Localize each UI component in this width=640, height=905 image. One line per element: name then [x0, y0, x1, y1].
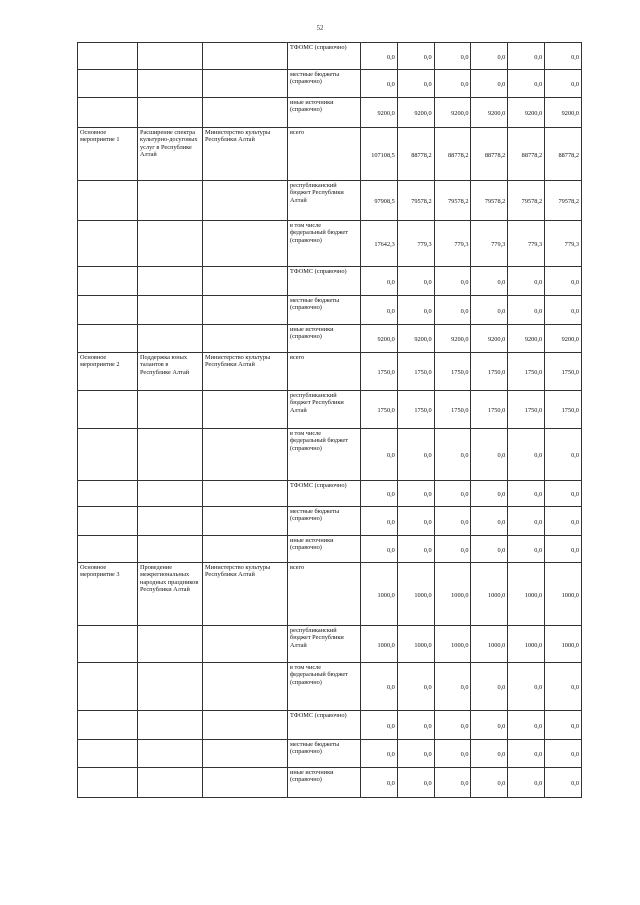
amount-cell: 1750,0	[508, 391, 545, 429]
amount-cell: 0,0	[508, 43, 545, 70]
table-row	[78, 391, 582, 429]
activity-cell	[78, 711, 138, 740]
amount-cell: 0,0	[471, 740, 508, 768]
activity-cell	[78, 663, 138, 711]
executor-cell	[203, 429, 288, 481]
amount-cell: 0,0	[508, 768, 545, 798]
table-row	[78, 43, 582, 70]
amount-cell: 0,0	[361, 711, 398, 740]
amount-cell: 0,0	[471, 296, 508, 325]
event-name-cell	[138, 740, 203, 768]
amount-cell: 1000,0	[508, 563, 545, 626]
amount-cell: 1750,0	[545, 353, 582, 391]
event-name-cell	[138, 98, 203, 128]
amount-cell: 0,0	[545, 481, 582, 507]
activity-cell	[78, 221, 138, 267]
event-name-cell: Поддержка юных талантов в Республике Алтай	[138, 353, 203, 391]
activity-cell	[78, 626, 138, 663]
funding-source-cell: местные бюджеты (справочно)	[288, 296, 361, 325]
activity-cell	[78, 325, 138, 353]
amount-cell: 0,0	[508, 429, 545, 481]
funding-source-cell: ТФОМС (справочно)	[288, 711, 361, 740]
funding-source-cell: иные источники (справочно)	[288, 325, 361, 353]
event-name-cell	[138, 768, 203, 798]
amount-cell: 0,0	[545, 429, 582, 481]
executor-cell	[203, 221, 288, 267]
table-row	[78, 626, 582, 663]
executor-cell	[203, 711, 288, 740]
funding-source-cell: местные бюджеты (справочно)	[288, 507, 361, 536]
amount-cell: 79578,2	[471, 181, 508, 221]
amount-cell: 0,0	[397, 663, 434, 711]
table-row	[78, 181, 582, 221]
amount-cell: 0,0	[434, 711, 471, 740]
funding-source-cell: в том числе федеральный бюджет (справочно)	[288, 429, 361, 481]
amount-cell: 79578,2	[397, 181, 434, 221]
amount-cell: 9200,0	[545, 98, 582, 128]
amount-cell: 0,0	[508, 267, 545, 296]
amount-cell: 1000,0	[471, 563, 508, 626]
amount-cell: 1750,0	[545, 391, 582, 429]
amount-cell: 0,0	[361, 507, 398, 536]
amount-cell: 1000,0	[545, 626, 582, 663]
amount-cell: 779,3	[397, 221, 434, 267]
activity-cell	[78, 429, 138, 481]
event-name-cell	[138, 296, 203, 325]
amount-cell: 0,0	[471, 70, 508, 98]
executor-cell	[203, 740, 288, 768]
amount-cell: 0,0	[545, 43, 582, 70]
executor-cell: Министерство культуры Республики Алтай	[203, 353, 288, 391]
amount-cell: 0,0	[361, 43, 398, 70]
amount-cell: 1750,0	[397, 391, 434, 429]
activity-cell	[78, 267, 138, 296]
amount-cell: 0,0	[397, 267, 434, 296]
event-name-cell	[138, 663, 203, 711]
table-row	[78, 353, 582, 391]
amount-cell: 79578,2	[545, 181, 582, 221]
event-name-cell	[138, 429, 203, 481]
funding-source-cell: ТФОМС (справочно)	[288, 481, 361, 507]
amount-cell: 0,0	[361, 663, 398, 711]
amount-cell: 0,0	[361, 536, 398, 563]
amount-cell: 97908,5	[361, 181, 398, 221]
amount-cell: 0,0	[508, 481, 545, 507]
executor-cell	[203, 768, 288, 798]
amount-cell: 0,0	[508, 663, 545, 711]
amount-cell: 0,0	[397, 70, 434, 98]
activity-cell	[78, 391, 138, 429]
executor-cell	[203, 626, 288, 663]
amount-cell: 0,0	[397, 429, 434, 481]
activity-cell	[78, 768, 138, 798]
amount-cell: 1000,0	[361, 563, 398, 626]
amount-cell: 0,0	[508, 711, 545, 740]
event-name-cell	[138, 536, 203, 563]
executor-cell: Министерство культуры Республики Алтай	[203, 128, 288, 181]
amount-cell: 0,0	[545, 507, 582, 536]
amount-cell: 0,0	[397, 507, 434, 536]
funding-source-cell: республиканский бюджет Республики Алтай	[288, 181, 361, 221]
funding-source-cell: местные бюджеты (справочно)	[288, 70, 361, 98]
activity-cell	[78, 181, 138, 221]
funding-source-cell: республиканский бюджет Республики Алтай	[288, 391, 361, 429]
amount-cell: 1750,0	[361, 391, 398, 429]
executor-cell	[203, 391, 288, 429]
amount-cell: 0,0	[397, 481, 434, 507]
activity-cell	[78, 98, 138, 128]
amount-cell: 779,3	[471, 221, 508, 267]
event-name-cell	[138, 391, 203, 429]
amount-cell: 0,0	[545, 711, 582, 740]
amount-cell: 1000,0	[545, 563, 582, 626]
executor-cell: Министерство культуры Республики Алтай	[203, 563, 288, 626]
amount-cell: 0,0	[508, 507, 545, 536]
amount-cell: 1750,0	[434, 391, 471, 429]
amount-cell: 0,0	[434, 429, 471, 481]
amount-cell: 0,0	[434, 267, 471, 296]
amount-cell: 0,0	[434, 70, 471, 98]
activity-cell	[78, 507, 138, 536]
amount-cell: 0,0	[361, 429, 398, 481]
amount-cell: 0,0	[545, 663, 582, 711]
event-name-cell	[138, 507, 203, 536]
activity-cell	[78, 70, 138, 98]
table-row	[78, 768, 582, 798]
activity-cell	[78, 43, 138, 70]
amount-cell: 1000,0	[397, 626, 434, 663]
amount-cell: 0,0	[471, 711, 508, 740]
amount-cell: 0,0	[545, 536, 582, 563]
amount-cell: 9200,0	[434, 98, 471, 128]
event-name-cell: Расширение спектра культурно-досуговых услуг в Республике Алтай	[138, 128, 203, 181]
table-row	[78, 325, 582, 353]
table-row	[78, 429, 582, 481]
amount-cell: 1750,0	[471, 391, 508, 429]
table-row	[78, 563, 582, 626]
amount-cell: 0,0	[361, 70, 398, 98]
table-row	[78, 98, 582, 128]
amount-cell: 1000,0	[434, 563, 471, 626]
amount-cell: 0,0	[397, 296, 434, 325]
table-row	[78, 711, 582, 740]
amount-cell: 0,0	[361, 481, 398, 507]
amount-cell: 0,0	[471, 663, 508, 711]
event-name-cell	[138, 181, 203, 221]
amount-cell: 17642,3	[361, 221, 398, 267]
amount-cell: 1750,0	[361, 353, 398, 391]
amount-cell: 0,0	[508, 536, 545, 563]
activity-cell	[78, 481, 138, 507]
amount-cell: 0,0	[361, 768, 398, 798]
funding-source-cell: всего	[288, 353, 361, 391]
activity-cell: Основное мероприятие 2	[78, 353, 138, 391]
amount-cell: 0,0	[471, 536, 508, 563]
executor-cell	[203, 325, 288, 353]
amount-cell: 79578,2	[508, 181, 545, 221]
amount-cell: 0,0	[361, 296, 398, 325]
amount-cell: 0,0	[397, 43, 434, 70]
amount-cell: 1000,0	[508, 626, 545, 663]
funding-source-cell: в том числе федеральный бюджет (справочно)	[288, 221, 361, 267]
event-name-cell	[138, 267, 203, 296]
amount-cell: 1750,0	[471, 353, 508, 391]
amount-cell: 0,0	[434, 507, 471, 536]
amount-cell: 9200,0	[361, 325, 398, 353]
executor-cell	[203, 296, 288, 325]
table-row	[78, 70, 582, 98]
amount-cell: 1000,0	[434, 626, 471, 663]
amount-cell: 0,0	[471, 43, 508, 70]
table-row	[78, 221, 582, 267]
event-name-cell	[138, 70, 203, 98]
amount-cell: 1000,0	[471, 626, 508, 663]
amount-cell: 107108,5	[361, 128, 398, 181]
table-row	[78, 740, 582, 768]
executor-cell	[203, 43, 288, 70]
funding-source-cell: местные бюджеты (справочно)	[288, 740, 361, 768]
activity-cell: Основное мероприятие 1	[78, 128, 138, 181]
activity-cell	[78, 296, 138, 325]
amount-cell: 9200,0	[508, 98, 545, 128]
amount-cell: 0,0	[361, 740, 398, 768]
table-row	[78, 128, 582, 181]
amount-cell: 0,0	[434, 43, 471, 70]
amount-cell: 9200,0	[397, 98, 434, 128]
amount-cell: 0,0	[471, 481, 508, 507]
executor-cell	[203, 507, 288, 536]
executor-cell	[203, 181, 288, 221]
budget-table-body	[78, 43, 582, 798]
amount-cell: 0,0	[471, 507, 508, 536]
amount-cell: 1750,0	[397, 353, 434, 391]
funding-source-cell: всего	[288, 128, 361, 181]
amount-cell: 1000,0	[361, 626, 398, 663]
executor-cell	[203, 267, 288, 296]
page-number: 52	[316, 24, 324, 32]
amount-cell: 0,0	[434, 768, 471, 798]
amount-cell: 0,0	[397, 711, 434, 740]
executor-cell	[203, 536, 288, 563]
table-row	[78, 267, 582, 296]
amount-cell: 9200,0	[508, 325, 545, 353]
funding-source-cell: в том числе федеральный бюджет (справочно)	[288, 663, 361, 711]
activity-cell	[78, 536, 138, 563]
amount-cell: 9200,0	[434, 325, 471, 353]
funding-source-cell: ТФОМС (справочно)	[288, 43, 361, 70]
amount-cell: 0,0	[545, 70, 582, 98]
table-row	[78, 481, 582, 507]
event-name-cell	[138, 711, 203, 740]
funding-source-cell: иные источники (справочно)	[288, 98, 361, 128]
budget-table	[77, 42, 582, 798]
event-name-cell	[138, 221, 203, 267]
table-row	[78, 507, 582, 536]
amount-cell: 9200,0	[397, 325, 434, 353]
amount-cell: 0,0	[397, 768, 434, 798]
amount-cell: 9200,0	[361, 98, 398, 128]
amount-cell: 88778,2	[508, 128, 545, 181]
amount-cell: 88778,2	[397, 128, 434, 181]
event-name-cell	[138, 626, 203, 663]
amount-cell: 88778,2	[545, 128, 582, 181]
amount-cell: 0,0	[361, 267, 398, 296]
amount-cell: 0,0	[434, 740, 471, 768]
amount-cell: 0,0	[434, 481, 471, 507]
event-name-cell: Проведение межрегиональных народных праздников Республики Алтай	[138, 563, 203, 626]
amount-cell: 0,0	[508, 740, 545, 768]
amount-cell: 0,0	[434, 296, 471, 325]
amount-cell: 0,0	[397, 740, 434, 768]
table-row	[78, 296, 582, 325]
funding-source-cell: всего	[288, 563, 361, 626]
amount-cell: 79578,2	[434, 181, 471, 221]
amount-cell: 9200,0	[471, 98, 508, 128]
amount-cell: 0,0	[508, 296, 545, 325]
funding-source-cell: иные источники (справочно)	[288, 768, 361, 798]
amount-cell: 0,0	[508, 70, 545, 98]
amount-cell: 0,0	[434, 663, 471, 711]
amount-cell: 0,0	[471, 267, 508, 296]
amount-cell: 9200,0	[545, 325, 582, 353]
table-row	[78, 663, 582, 711]
executor-cell	[203, 70, 288, 98]
amount-cell: 9200,0	[471, 325, 508, 353]
event-name-cell	[138, 43, 203, 70]
executor-cell	[203, 481, 288, 507]
activity-cell: Основное мероприятие 3	[78, 563, 138, 626]
amount-cell: 0,0	[545, 296, 582, 325]
amount-cell: 0,0	[471, 768, 508, 798]
event-name-cell	[138, 481, 203, 507]
amount-cell: 0,0	[434, 536, 471, 563]
amount-cell: 1750,0	[434, 353, 471, 391]
table-row	[78, 536, 582, 563]
amount-cell: 88778,2	[434, 128, 471, 181]
amount-cell: 1000,0	[397, 563, 434, 626]
funding-source-cell: республиканский бюджет Республики Алтай	[288, 626, 361, 663]
amount-cell: 0,0	[545, 768, 582, 798]
funding-source-cell: ТФОМС (справочно)	[288, 267, 361, 296]
amount-cell: 88778,2	[471, 128, 508, 181]
amount-cell: 0,0	[397, 536, 434, 563]
executor-cell	[203, 98, 288, 128]
activity-cell	[78, 740, 138, 768]
event-name-cell	[138, 325, 203, 353]
amount-cell: 0,0	[471, 429, 508, 481]
amount-cell: 779,3	[508, 221, 545, 267]
executor-cell	[203, 663, 288, 711]
amount-cell: 779,3	[545, 221, 582, 267]
funding-source-cell: иные источники (справочно)	[288, 536, 361, 563]
amount-cell: 1750,0	[508, 353, 545, 391]
amount-cell: 0,0	[545, 267, 582, 296]
amount-cell: 779,3	[434, 221, 471, 267]
amount-cell: 0,0	[545, 740, 582, 768]
